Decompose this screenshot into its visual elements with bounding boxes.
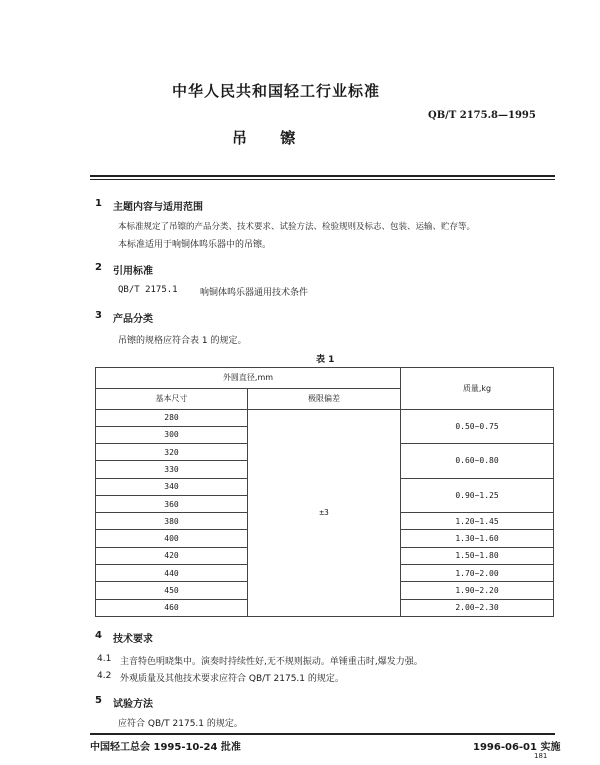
size-cell: 340 [96, 478, 248, 495]
size-cell: 380 [96, 513, 248, 530]
section-3-heading: 产品分类 [113, 314, 153, 325]
mass-cell: 1.70~2.00 [401, 565, 554, 582]
header-rule-thick [90, 175, 555, 177]
section-5-para: 应符合 QB/T 2175.1 的规定。 [118, 719, 243, 729]
table-caption: 表 1 [316, 355, 335, 365]
table-header-row-1 [96, 368, 554, 389]
item-4-1-number: 4.1 [97, 654, 112, 664]
section-5-number: 5 [95, 695, 102, 706]
size-cell: 400 [96, 530, 248, 547]
effective-date: 1996-06-01 实施 [473, 742, 561, 753]
mass-cell: 1.30~1.60 [401, 530, 554, 547]
section-2-heading: 引用标准 [113, 266, 153, 277]
tolerance-cell: ±3 [248, 409, 401, 617]
mass-cell: 0.50~0.75 [401, 409, 554, 444]
size-cell: 440 [96, 565, 248, 582]
mass-cell: 1.50~1.80 [401, 547, 554, 564]
section-3-number: 3 [95, 310, 102, 321]
mass-cell: 0.90~1.25 [401, 478, 554, 513]
size-cell: 420 [96, 547, 248, 564]
section-1-para-1: 本标准规定了吊镲的产品分类、技术要求、试验方法、检验规则及标志、包装、运输、贮存等。 [118, 222, 476, 232]
section-1-para-2: 本标准适用于响铜体鸣乐器中的吊镲。 [118, 240, 272, 250]
table-row [96, 409, 554, 426]
size-cell: 320 [96, 444, 248, 461]
size-cell: 330 [96, 461, 248, 478]
header-outer-diameter: 外圆直径,mm [96, 368, 401, 389]
standard-code: QB/T 2175.8—1995 [428, 110, 536, 121]
org-title: 中华人民共和国轻工行业标准 [172, 82, 381, 100]
section-3-para: 吊镲的规格应符合表 1 的规定。 [118, 336, 247, 346]
section-4-heading: 技术要求 [113, 634, 153, 645]
item-4-2-number: 4.2 [97, 671, 112, 681]
size-cell: 280 [96, 409, 248, 426]
mass-cell: 0.60~0.80 [401, 444, 554, 479]
section-1-number: 1 [95, 198, 102, 209]
mass-cell: 1.90~2.20 [401, 582, 554, 599]
page-number: 181 [534, 752, 548, 760]
item-4-2-text: 外观质量及其他技术要求应符合 QB/T 2175.1 的规定。 [120, 674, 344, 684]
ref-standard-code: QB/T 2175.1 [118, 285, 178, 295]
size-cell: 460 [96, 599, 248, 616]
section-5-heading: 试验方法 [113, 699, 153, 710]
header-basic-size: 基本尺寸 [96, 388, 248, 409]
section-2-number: 2 [95, 262, 102, 273]
section-4-number: 4 [95, 630, 102, 641]
header-rule-thin [90, 179, 555, 180]
spec-table [95, 367, 554, 617]
size-cell: 360 [96, 495, 248, 512]
item-4-1-text: 主音特色明晓集中。演奏时持续性好,无不规则振动。单锤重击时,爆发力强。 [120, 657, 423, 667]
header-tolerance: 极限偏差 [248, 388, 401, 409]
mass-cell: 2.00~2.30 [401, 599, 554, 616]
mass-cell: 1.20~1.45 [401, 513, 554, 530]
section-1-heading: 主题内容与适用范围 [113, 202, 203, 213]
ref-standard-title: 响铜体鸣乐器通用技术条件 [200, 288, 309, 298]
size-cell: 300 [96, 426, 248, 443]
size-cell: 450 [96, 582, 248, 599]
footer-rule [90, 733, 555, 735]
doc-title: 吊 镲 [232, 129, 296, 147]
header-mass: 质量,kg [401, 368, 554, 410]
approval-date: 中国轻工总会 1995-10-24 批准 [90, 742, 241, 753]
